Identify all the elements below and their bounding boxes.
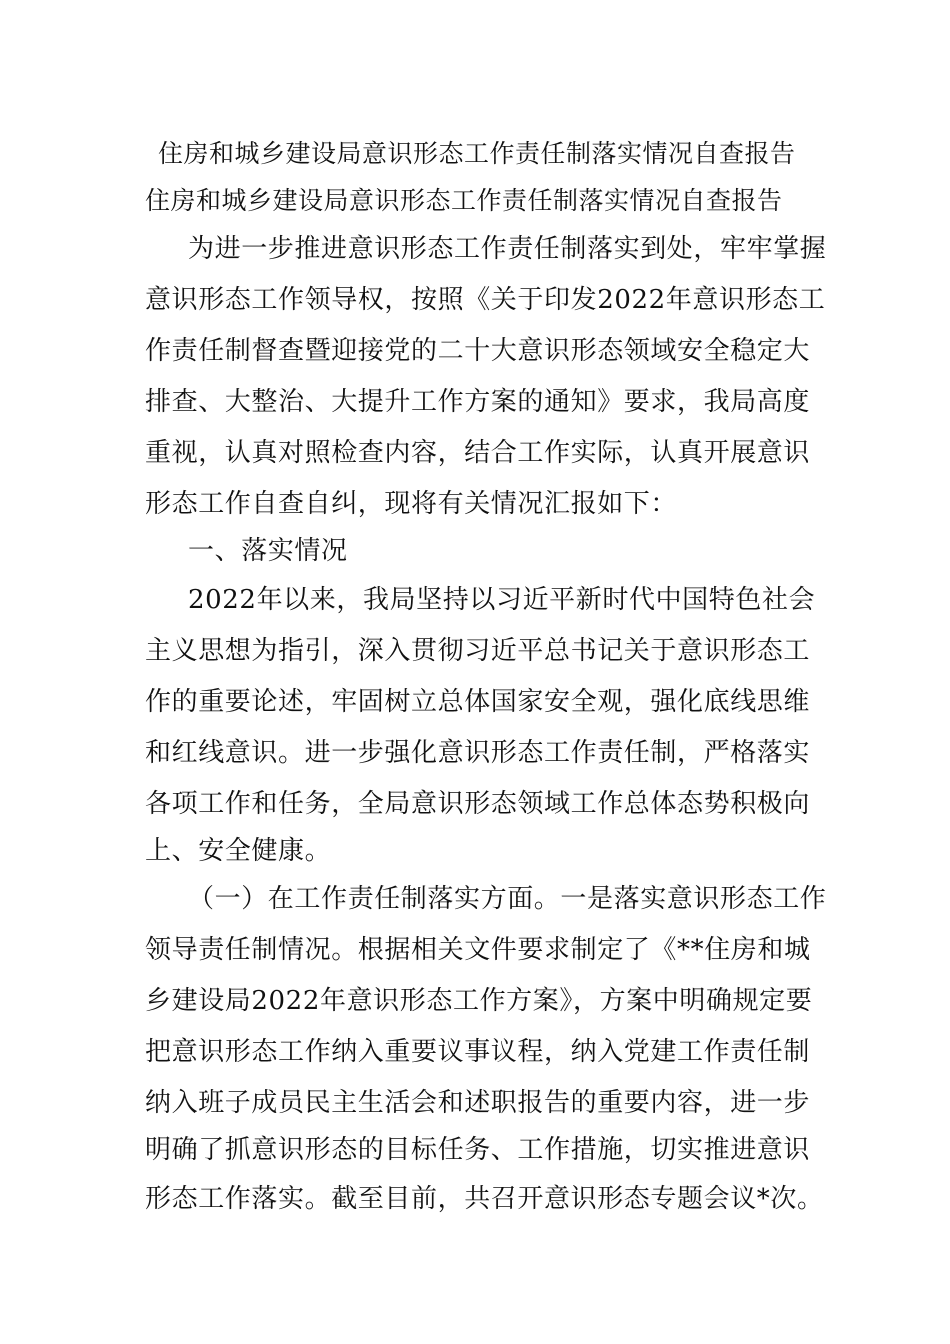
body-line: 排查、大整治、大提升工作方案的通知》要求，我局高度 — [145, 387, 811, 417]
body-line: 2022年以来，我局坚持以习近平新时代中国特色社会 — [188, 585, 816, 615]
body-line: 和红线意识。进一步强化意识形态工作责任制，严格落实 — [145, 738, 811, 768]
body-line: 主义思想为指引，深入贯彻习近平总书记关于意识形态工 — [145, 636, 811, 666]
body-line: 作的重要论述，牢固树立总体国家安全观，强化底线思维 — [145, 687, 811, 717]
body-line: 纳入班子成员民主生活会和述职报告的重要内容，进一步 — [145, 1088, 811, 1118]
body-line: 上、安全健康。 — [145, 836, 332, 866]
body-line: 把意识形态工作纳入重要议事议程，纳入党建工作责任制 — [145, 1037, 811, 1067]
body-line: 明确了抓意识形态的目标任务、工作措施，切实推进意识 — [145, 1135, 811, 1165]
body-line: 形态工作落实。截至目前，共召开意识形态专题会议*次。 — [145, 1184, 824, 1214]
body-line: 形态工作自查自纠，现将有关情况汇报如下： — [145, 489, 678, 519]
body-line: 领导责任制情况。根据相关文件要求制定了《**住房和城 — [145, 935, 811, 965]
section-heading: 一、落实情况 — [188, 536, 348, 566]
body-line: 作责任制督查暨迎接党的二十大意识形态领域安全稳定大 — [145, 336, 811, 366]
body-line: 重视，认真对照检查内容，结合工作实际，认真开展意识 — [145, 438, 811, 468]
body-line: 各项工作和任务，全局意识形态领域工作总体态势积极向 — [145, 789, 811, 819]
body-line: （一）在工作责任制落实方面。一是落实意识形态工作 — [188, 884, 827, 914]
body-line: 乡建设局2022年意识形态工作方案》，方案中明确规定要 — [145, 986, 813, 1016]
body-line: 意识形态工作领导权，按照《关于印发2022年意识形态工 — [145, 285, 826, 315]
body-line: 为进一步推进意识形态工作责任制落实到处，牢牢掌握 — [188, 234, 827, 264]
document-subtitle: 住房和城乡建设局意识形态工作责任制落实情况自查报告 — [145, 186, 783, 215]
document-title: 住房和城乡建设局意识形态工作责任制落实情况自查报告 — [158, 139, 796, 168]
